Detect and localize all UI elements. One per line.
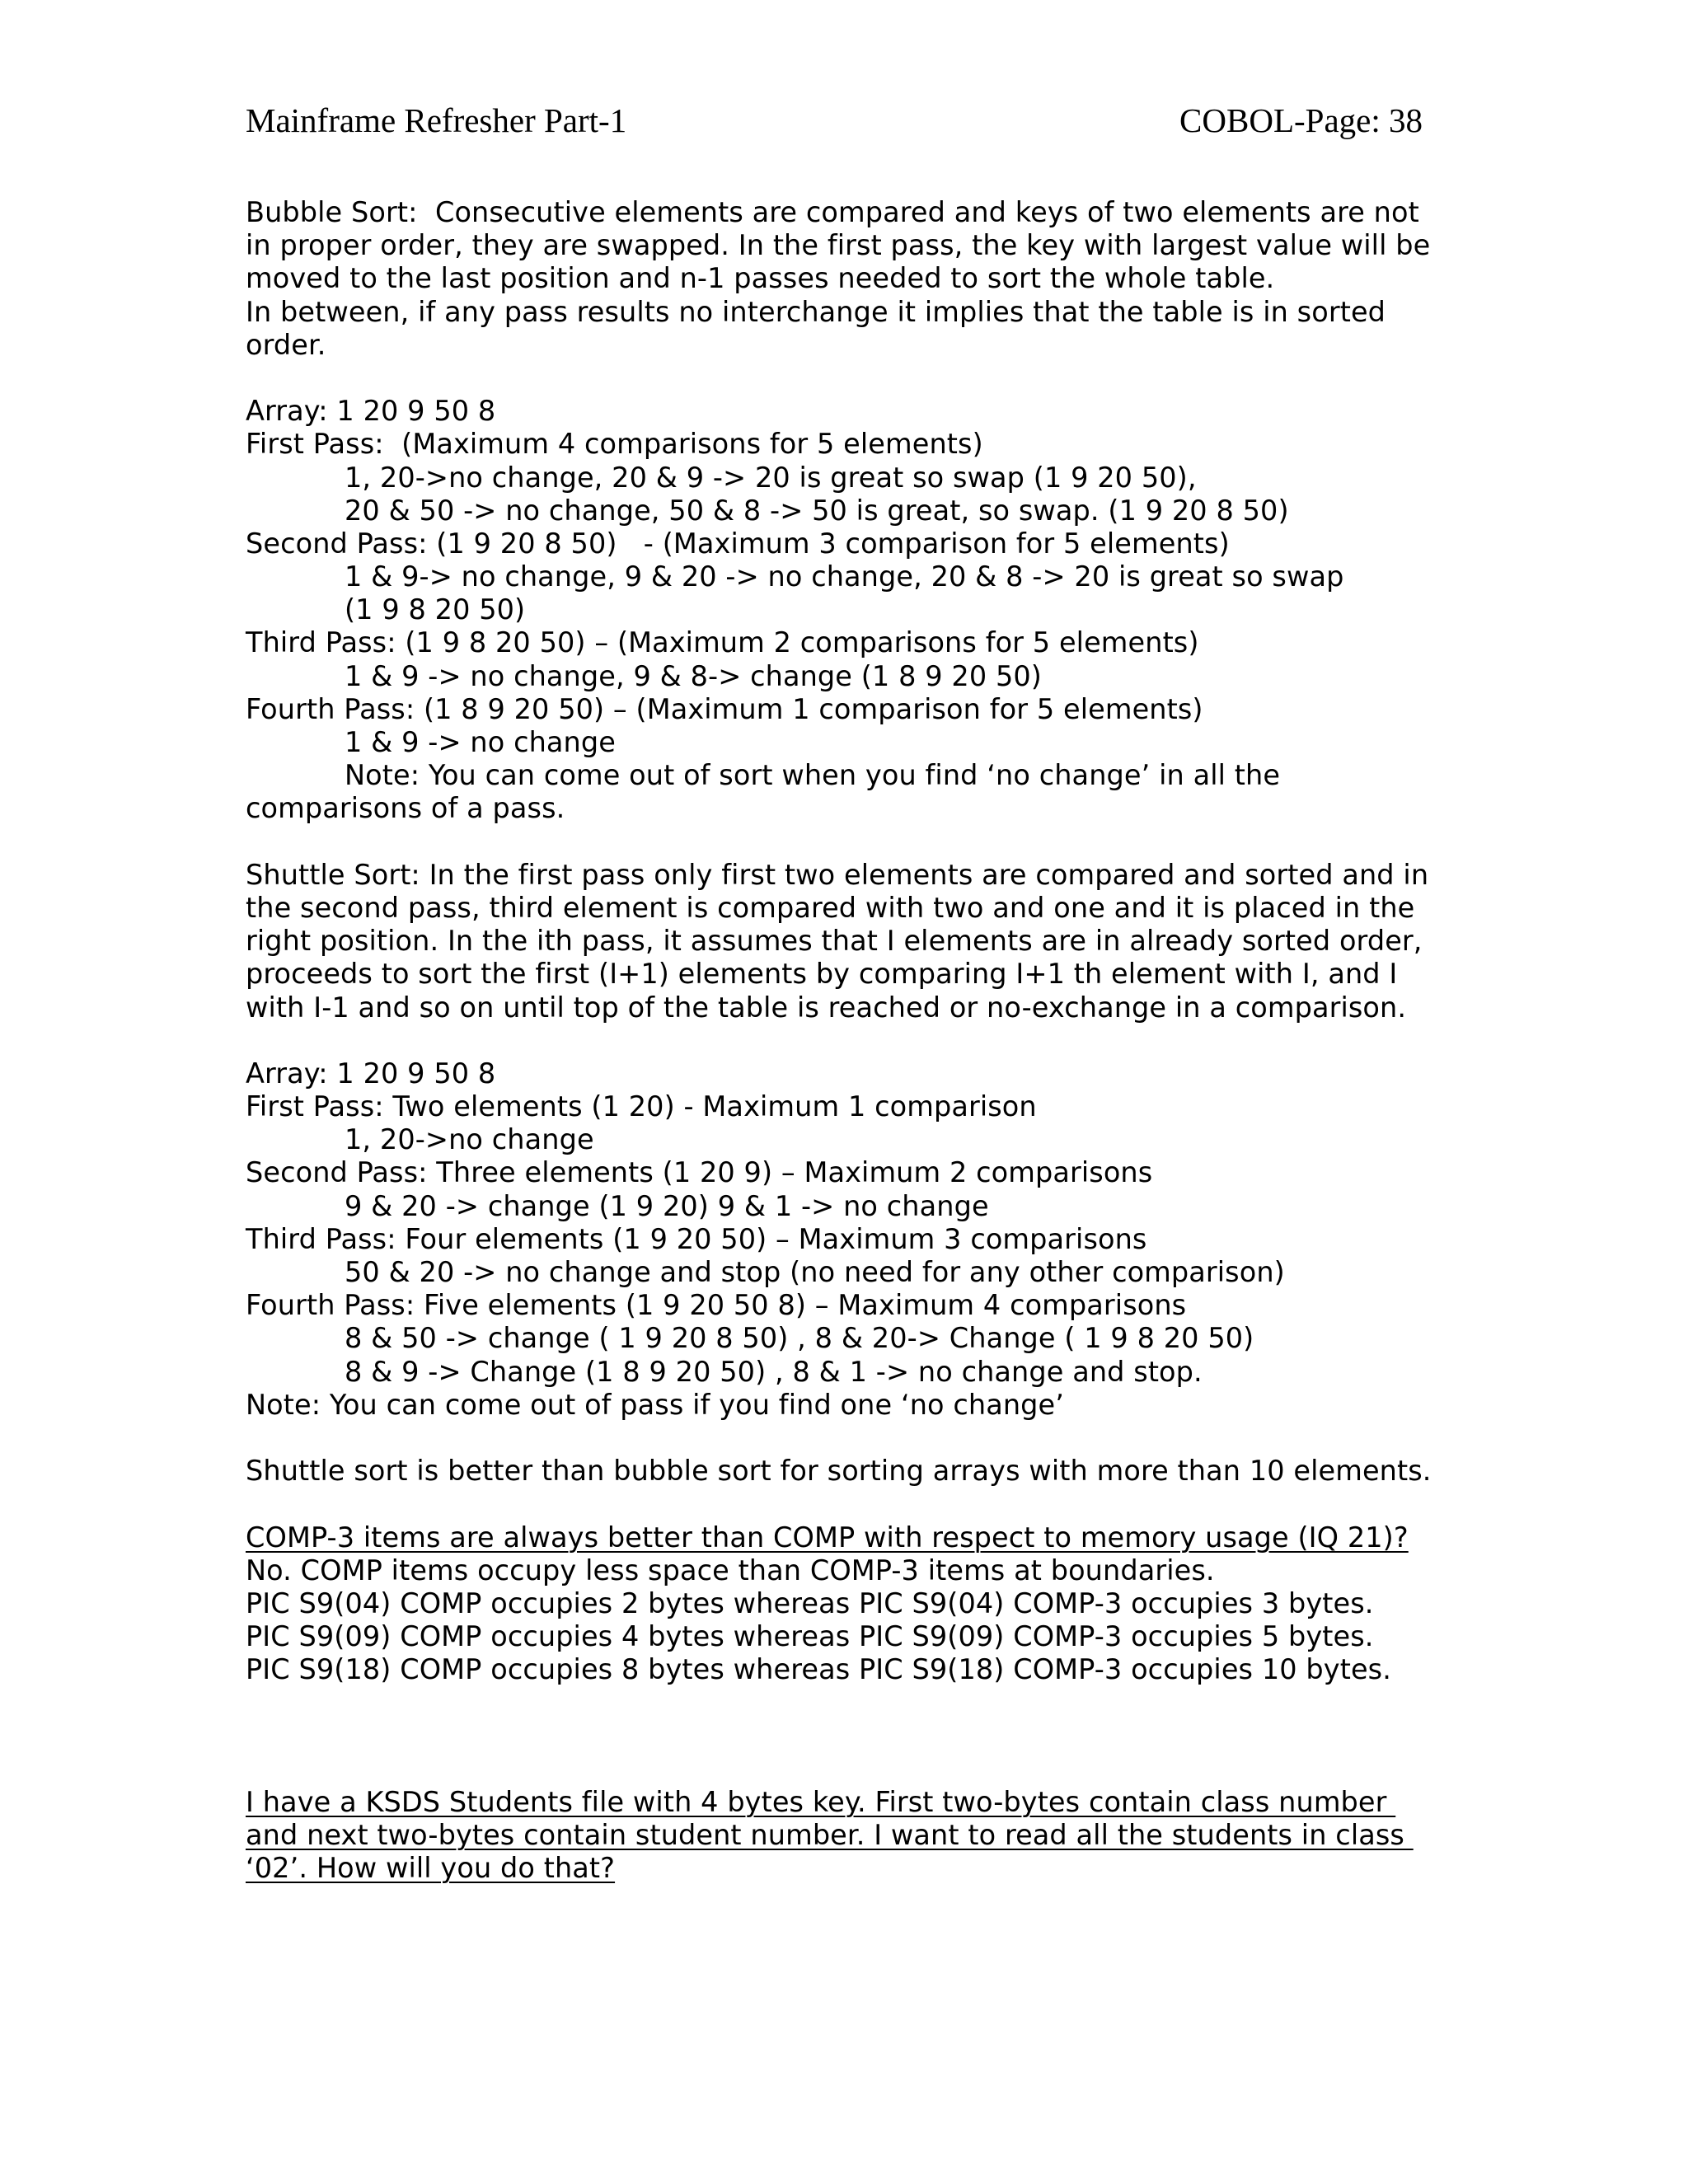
example-line: Second Pass: (1 9 20 8 50) - (Maximum 3 comparison for 5 elements) — [246, 527, 1230, 560]
example-line: Array: 1 20 9 50 8 — [246, 1057, 496, 1090]
example-line: Array: 1 20 9 50 8 — [246, 395, 496, 428]
question-line: ‘02’. How will you do that? — [246, 1852, 616, 1885]
example-line: 1 & 9 -> no change — [345, 726, 616, 758]
paragraph-line: moved to the last position and n-1 passes needed to sort the whole table. — [246, 262, 1275, 295]
paragraph-line: Bubble Sort: Consecutive elements are compared and keys of two elements are not — [246, 196, 1419, 228]
bubble-sort-example — [246, 395, 1432, 825]
question-line: and next two-bytes contain student number. I want to read all the students in class — [246, 1819, 1414, 1852]
example-line: (1 9 8 20 50) — [345, 593, 526, 626]
page-number: COBOL-Page: 38 — [1179, 101, 1423, 139]
note-line: comparisons of a pass. — [246, 792, 565, 825]
note-line: Note: You can come out of pass if you find one ‘no change’ — [246, 1388, 1065, 1421]
answer-line: PIC S9(09) COMP occupies 4 bytes whereas PIC S9(09) COMP-3 occupies 5 bytes. — [246, 1620, 1374, 1653]
paragraph-line: order. — [246, 328, 326, 361]
page-body — [246, 196, 1432, 1886]
spacer — [246, 826, 1432, 859]
example-line: 20 & 50 -> no change, 50 & 8 -> 50 is great, so swap. (1 9 20 8 50) — [345, 494, 1289, 527]
paragraph-line: the second pass, third element is compared with two and one and it is placed in the — [246, 891, 1415, 924]
answer-line: PIC S9(04) COMP occupies 2 bytes whereas PIC S9(04) COMP-3 occupies 3 bytes. — [246, 1586, 1374, 1619]
paragraph-line: Shuttle Sort: In the first pass only first two elements are compared and sorted and in — [246, 858, 1429, 891]
example-line: Fourth Pass: Five elements (1 9 20 50 8) – Maximum 4 comparisons — [246, 1289, 1187, 1322]
example-line: Third Pass: Four elements (1 9 20 50) – Maximum 3 comparisons — [246, 1222, 1147, 1255]
example-line: 50 & 20 -> no change and stop (no need for any other comparison) — [345, 1256, 1285, 1288]
page-header — [246, 97, 1423, 143]
question-line: I have a KSDS Students file with 4 bytes key. First two-bytes contain class number — [246, 1786, 1396, 1819]
paragraph-line: with I-1 and so on until top of the table is reached or no-exchange in a comparison. — [246, 991, 1407, 1024]
note-line: Note: You can come out of sort when you find ‘no change’ in all the — [345, 759, 1281, 792]
bubble-sort-description — [246, 196, 1432, 362]
shuttle-sort-example — [246, 1057, 1432, 1422]
example-line: Third Pass: (1 9 8 20 50) – (Maximum 2 comparisons for 5 elements) — [246, 626, 1199, 659]
answer-line: PIC S9(18) COMP occupies 8 bytes whereas PIC S9(18) COMP-3 occupies 10 bytes. — [246, 1653, 1391, 1686]
spacer — [246, 1488, 1432, 1521]
example-line: Second Pass: Three elements (1 20 9) – Maximum 2 comparisons — [246, 1156, 1153, 1189]
example-line: Fourth Pass: (1 8 9 20 50) – (Maximum 1 comparison for 5 elements) — [246, 692, 1203, 725]
paragraph-line: In between, if any pass results no interchange it implies that the table is in sorted — [246, 295, 1386, 328]
paragraph-line: proceeds to sort the first (I+1) elements by comparing I+1 th element with I, and I — [246, 958, 1398, 991]
ksds-question — [246, 1786, 1432, 1886]
comp3-section — [246, 1521, 1432, 1687]
example-line: 8 & 9 -> Change (1 8 9 20 50) , 8 & 1 -> no change and stop. — [345, 1355, 1203, 1388]
comp3-question: COMP-3 items are always better than COMP with respect to memory usage (IQ 21)? — [246, 1521, 1409, 1554]
spacer — [246, 1422, 1432, 1455]
example-line: 1, 20->no change — [345, 1123, 594, 1156]
paragraph-line: in proper order, they are swapped. In the first pass, the key with largest value will be — [246, 229, 1431, 262]
example-line: First Pass: (Maximum 4 comparisons for 5 elements) — [246, 428, 983, 461]
shuttle-sort-description — [246, 859, 1432, 1024]
paragraph-line: right position. In the ith pass, it assumes that I elements are in already sorted order, — [246, 925, 1423, 958]
spacer — [246, 1686, 1432, 1786]
example-line: 9 & 20 -> change (1 9 20) 9 & 1 -> no change — [345, 1189, 989, 1222]
example-line: 8 & 50 -> change ( 1 9 20 8 50) , 8 & 20-> Change ( 1 9 8 20 50) — [345, 1322, 1254, 1355]
example-line: 1 & 9 -> no change, 9 & 8-> change (1 8 9 20 50) — [345, 659, 1042, 692]
example-line: First Pass: Two elements (1 20) - Maximum 1 comparison — [246, 1090, 1037, 1123]
answer-line: No. COMP items occupy less space than COMP-3 items at boundaries. — [246, 1554, 1215, 1586]
spacer — [246, 1024, 1432, 1057]
spacer — [246, 362, 1432, 395]
document-title: Mainframe Refresher Part-1 — [246, 101, 627, 139]
example-line: 1, 20->no change, 20 & 9 -> 20 is great so swap (1 9 20 50), — [345, 461, 1197, 494]
shuttle-sort-conclusion: Shuttle sort is better than bubble sort for sorting arrays with more than 10 elements. — [246, 1455, 1432, 1488]
example-line: 1 & 9-> no change, 9 & 20 -> no change, 20 & 8 -> 20 is great so swap — [345, 560, 1344, 593]
